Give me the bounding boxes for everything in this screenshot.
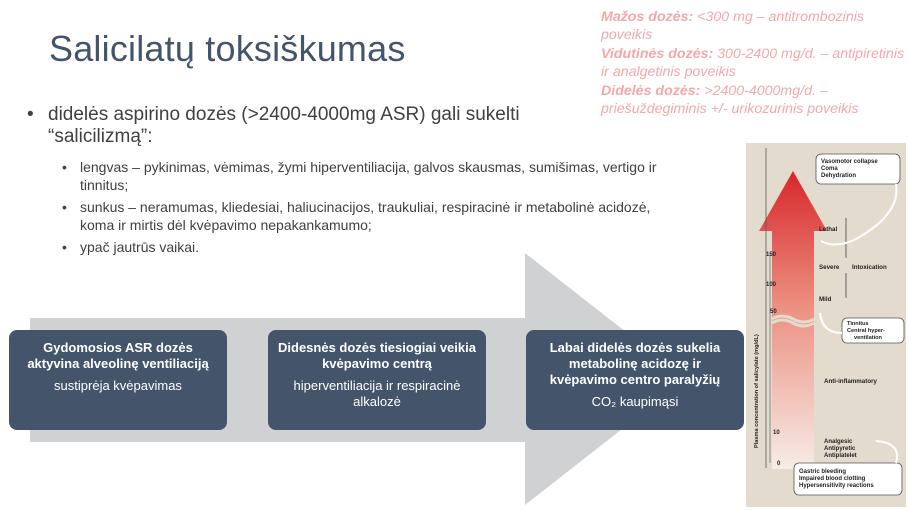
bullet-dot-icon: • (62, 159, 67, 175)
svg-text:ventilation: ventilation (854, 335, 882, 341)
tick-label: 100 (766, 282, 777, 288)
tick-label: 10 (773, 430, 780, 436)
svg-text:Vasomotor collapse: Vasomotor collapse (821, 159, 878, 165)
sub-bullet: • ypač jautrūs vaikai. (62, 239, 200, 255)
dose-level-medium: Vidutinės dozės: 300-2400 mg/d. – antipiretinis ir analgetinis poveikis (601, 45, 905, 81)
level-label: Severe (819, 264, 840, 271)
process-step-3: Labai didelės dozės sukelia metabolinę acidozę ir kvėpavimo centro paralyžių CO₂ kaupimąsi (526, 330, 744, 430)
svg-text:Gastric bleeding: Gastric bleeding (799, 469, 847, 475)
svg-text:Hypersensitivity reactions: Hypersensitivity reactions (799, 483, 874, 489)
level-label: Antiplatelet (824, 453, 857, 459)
tick-label: 0 (777, 461, 781, 467)
sub-bullet: • lengvas – pykinimas, vėmimas, žymi hiperventiliacija, galvos skausmas, sumišimas, vertigo ir tinnitus; (62, 159, 657, 193)
level-label: Anti-inflammatory (824, 378, 877, 385)
level-label: Mild (819, 296, 832, 303)
main-bullet: • didelės aspirino dozės (>2400-4000mg ASR) gali sukelti “salicilizmą”: (27, 104, 520, 147)
process-step-2: Didesnės dozės tiesiogiai veikia kvėpavimo centrą hiperventiliacija ir respiracinė alkalozė (268, 330, 486, 430)
y-axis-label: Plasma concentration of salicylate (mg/dL) (754, 334, 760, 448)
callout-middle (842, 318, 904, 343)
dose-level-high: Didelės dozės: >2400-4000mg/d. – priešuždegiminis +/- urikozurinis poveikis (601, 82, 859, 118)
callout-bottom (794, 463, 902, 495)
tick-label: 150 (766, 252, 777, 258)
slide-title: Salicilatų toksiškumas (49, 28, 406, 69)
bullet-dot-icon: • (27, 104, 34, 125)
tick-label: 50 (770, 309, 777, 315)
svg-text:Central hyper-: Central hyper- (847, 328, 885, 334)
level-label: Analgesic (824, 439, 853, 445)
process-step-1: Gydomosios ASR dozės aktyvina alveolinę ventiliaciją sustiprėja kvėpavimas (9, 330, 227, 430)
bullet-dot-icon: • (62, 239, 67, 255)
level-label: Lethal (819, 226, 838, 233)
bullet-dot-icon: • (62, 199, 67, 215)
dose-level-low: Mažos dozės: <300 mg – antitrombozinis poveikis (601, 9, 864, 44)
level-label: Antipyretic (824, 446, 856, 452)
svg-text:Coma: Coma (821, 166, 838, 172)
intoxication-label: Intoxication (852, 264, 887, 271)
callout-top (816, 154, 900, 184)
sub-bullet: • sunkus – neramumas, kliedesiai, haliucinacijos, traukuliai, respiracinė ir metabolinė acidozė, koma ir mirtis dėl kvėpavimo nepakankamumo; (62, 199, 651, 233)
svg-text:Tinnitus: Tinnitus (847, 321, 869, 327)
svg-text:Dehydration: Dehydration (821, 173, 857, 179)
svg-text:Impaired blood clotting: Impaired blood clotting (799, 476, 866, 482)
salicylate-concentration-figure (746, 143, 906, 507)
